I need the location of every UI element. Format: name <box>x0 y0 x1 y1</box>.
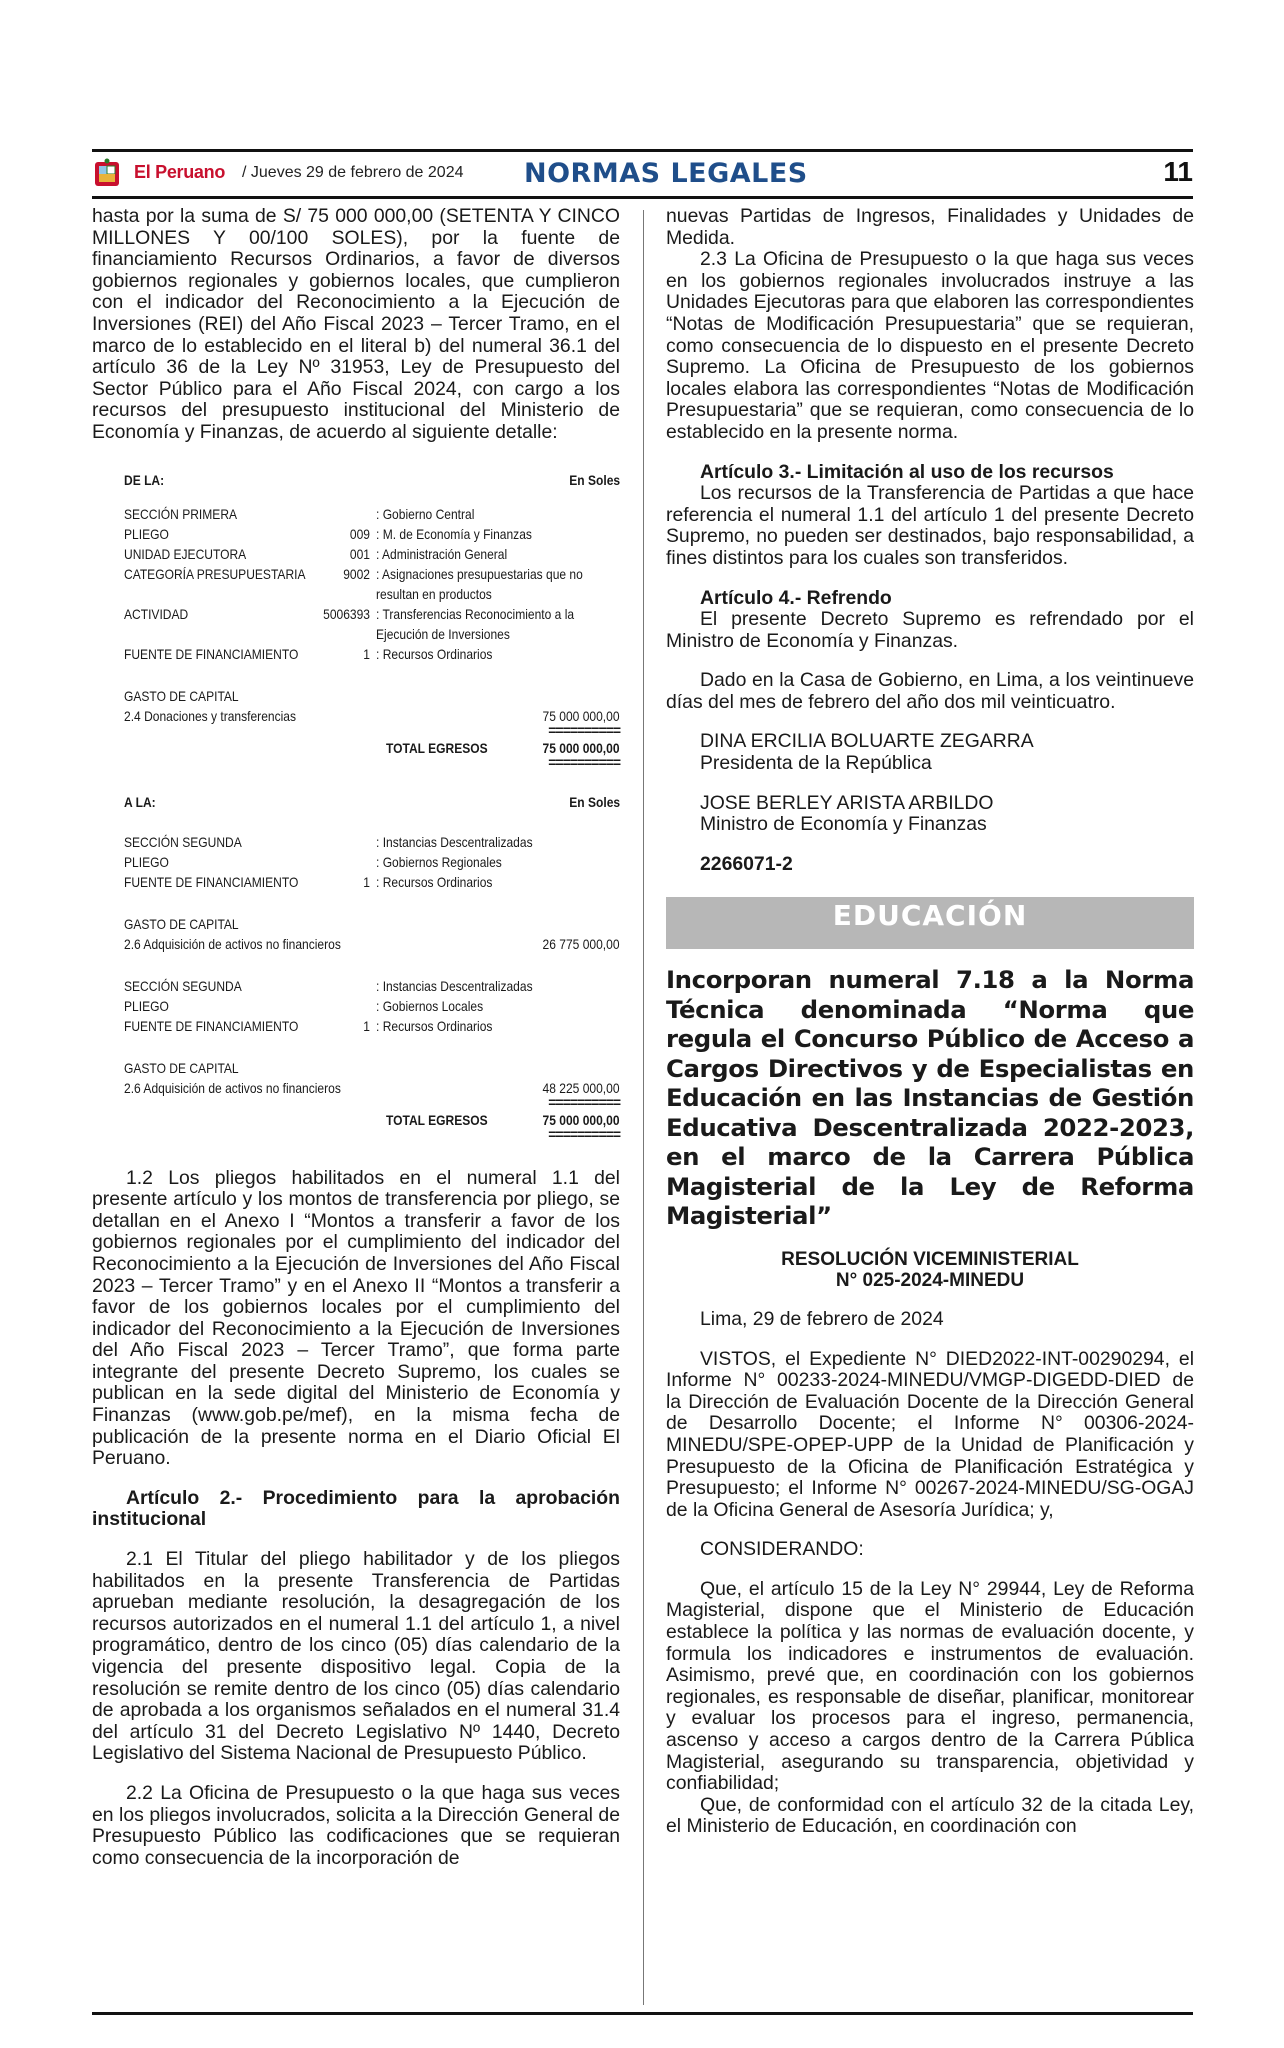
footer-rule <box>92 2012 1193 2015</box>
resolution-number: N° 025-2024-MINEDU <box>835 1269 1025 1291</box>
table-row: SECCIÓN SEGUNDA : Instancias Descentralizadas <box>124 977 533 994</box>
left-column <box>92 206 620 1869</box>
place-date: Lima, 29 de febrero de 2024 <box>700 1307 944 1330</box>
separator: ========== <box>548 753 620 770</box>
table-title: A LA: <box>124 793 156 810</box>
paragraph: Que, el artículo 15 de la Ley N° 29944, Ley de Reforma Magisterial, dispone que el Ministerio de Educación establece la política y las normas de evaluación docente, y formula los indicadores e instrumentos de evaluación. Asimismo, prevé que, en coordinación con los gobiernos regionales, es responsable de diseñar, planificar, monitorear y evaluar los procesos para el ingreso, permanencia, ascenso y acceso a cargos dentro de la Carrera Pública Magisterial, asegurando su transparencia, objetividad y confiabilidad; <box>666 1577 1194 1795</box>
paragraph: 2.3 La Oficina de Presupuesto o la que haga sus veces en los gobiernos regionales involucrados instruye a las Unidades Ejecutoras para que elaboren las correspondientes “Notas de Modificación Presupuestaria” que se requieran, como consecuencia de lo dispuesto en el presente Decreto Supremo. La Oficina de Presupuesto de los gobiernos locales elabora las correspondientes “Notas de Modificación Presupuestaria” que se requieran, como consecuencia de lo establecido en la presente norma. <box>666 248 1194 443</box>
section-title: NORMAS LEGALES <box>524 158 808 189</box>
headline: Incorporan numeral 7.18 a la Norma Técnica denominada “Norma que regula el Concurso Público de Acceso a Cargos Directivos y de Especialistas en Educación en las Instancias de Gestión Educativa Descentralizada 2022-2023, en el marco de la Carrera Pública Magisterial de la Ley de Reforma Magisterial” <box>666 965 1194 1231</box>
paragraph: 2.1 El Titular del pliego habilitador y de los pliegos habilitados en la presente Transferencia de Partidas aprueban mediante resolución, la desagregación de los recursos autorizados en el numeral 1.1 del artículo 1, a nivel programático, dentro de los cinco (05) días calendario de la vigencia del presente dispositivo legal. Copia de la resolución se remite dentro de los cinco (05) días calendario de aprobada a los organismos señalados en el numeral 31.4 del artículo 31 del Decreto Legislativo Nº 1440, Decreto Legislativo del Sistema Nacional de Presupuesto Público. <box>92 1548 620 1765</box>
paragraph: El presente Decreto Supremo es refrendado por el Ministro de Economía y Finanzas. <box>666 608 1194 652</box>
table-row: PLIEGO 009 : M. de Economía y Finanzas <box>124 525 532 542</box>
column-divider <box>643 210 644 2005</box>
table-row: FUENTE DE FINANCIAMIENTO 1 : Recursos Ordinarios <box>124 873 493 890</box>
paragraph: nuevas Partidas de Ingresos, Finalidades y Unidades de Medida. <box>666 205 1194 249</box>
table-currency: En Soles <box>569 471 620 488</box>
total-label: TOTAL EGRESOS <box>386 1111 488 1128</box>
header-top-rule <box>92 149 1193 152</box>
transfer-table-de <box>124 470 620 770</box>
document-code: 2266071-2 <box>700 852 793 875</box>
table-row: FUENTE DE FINANCIAMIENTO 1 : Recursos Ordinarios <box>124 645 493 662</box>
article-heading: Artículo 4.- Refrendo <box>700 586 892 609</box>
considerando-heading: CONSIDERANDO: <box>700 1538 864 1561</box>
total-amount: 75 000 000,00 <box>543 1111 620 1128</box>
gasto-label: GASTO DE CAPITAL <box>124 687 239 704</box>
total-amount: 75 000 000,00 <box>543 739 620 756</box>
table-row: SECCIÓN PRIMERA : Gobierno Central <box>124 505 475 522</box>
signatory-role: Ministro de Economía y Finanzas <box>700 813 987 836</box>
total-label: TOTAL EGRESOS <box>386 739 488 756</box>
right-column <box>666 206 1194 1838</box>
table-row: CATEGORÍA PRESUPUESTARIA 9002 : Asignaciones presupuestarias que no resultan en productos <box>124 565 583 602</box>
gasto-label: GASTO DE CAPITAL <box>124 1059 239 1076</box>
page-header <box>92 156 1193 192</box>
article-heading: Artículo 2.- Procedimiento para la aprobación institucional <box>92 1486 620 1531</box>
article-heading: Artículo 3.- Limitación al uso de los recursos <box>700 460 1114 483</box>
signatory-name: DINA ERCILIA BOLUARTE ZEGARRA <box>700 730 1034 753</box>
signatory-name: JOSE BERLEY ARISTA ARBILDO <box>700 791 994 814</box>
publication-date: / Jueves 29 de febrero de 2024 <box>242 164 464 181</box>
header-bottom-rule <box>92 196 1193 199</box>
paragraph: Dado en la Casa de Gobierno, en Lima, a los veintinueve días del mes de febrero del año dos mil veinticuatro. <box>666 669 1194 713</box>
gasto-label: GASTO DE CAPITAL <box>124 915 239 932</box>
brand-name: El Peruano <box>134 162 226 182</box>
section-banner <box>666 897 1194 949</box>
resolution-title: RESOLUCIÓN VICEMINISTERIAL <box>781 1248 1079 1270</box>
separator: ========== <box>548 1093 620 1110</box>
table-row: 2.6 Adquisición de activos no financieros 26 775 000,00 <box>124 935 620 952</box>
table-row: 2.6 Adquisición de activos no financieros 48 225 000,00 <box>124 1079 620 1096</box>
page-number: 11 <box>1163 156 1193 187</box>
separator: ========== <box>548 721 620 738</box>
table-currency: En Soles <box>569 793 620 810</box>
table-row: UNIDAD EJECUTORA 001 : Administración General <box>124 545 508 562</box>
paragraph: hasta por la suma de S/ 75 000 000,00 (SETENTA Y CINCO MILLONES Y 00/100 SOLES), por la fuente de financiamiento Recursos Ordinarios, a favor de diversos gobiernos regionales y gobiernos locales, que cumplieron con el indicador del Reconocimiento a la Ejecución de Inversiones (REI) del Año Fiscal 2023 – Tercer Tramo, en el marco de lo establecido en el literal b) del numeral 36.1 del artículo 36 de la Ley Nº 31953, Ley de Presupuesto del Sector Público para el Año Fiscal 2024, con cargo a los recursos del presupuesto institucional del Ministerio de Economía y Finanzas, de acuerdo al siguiente detalle: <box>92 205 620 443</box>
table-row: PLIEGO : Gobiernos Locales <box>124 997 484 1014</box>
table-row: 2.4 Donaciones y transferencias 75 000 000,00 <box>124 707 620 724</box>
transfer-table-a <box>124 792 620 1142</box>
paragraph: VISTOS, el Expediente N° DIED2022-INT-00290294, el Informe N° 00233-2024-MINEDU/VMGP-DIGEDD-DIED de la Dirección de Evaluación Docente de la Dirección General de Desarrollo Docente; el Informe N° 00306-2024-MINEDU/SPE-OPEP-UPP de la Unidad de Planificación y Presupuesto de la Oficina de Planificación Estratégica y Presupuesto; el Informe N° 00267-2024-MINEDU/SG-OGAJ de la Oficina General de Asesoría Jurídica; y, <box>666 1347 1194 1521</box>
table-row: PLIEGO : Gobiernos Regionales <box>124 853 502 870</box>
paragraph: Que, de conformidad con el artículo 32 de la citada Ley, el Ministerio de Educación, en coordinación con <box>666 1793 1194 1838</box>
table-row: SECCIÓN SEGUNDA : Instancias Descentralizadas <box>124 833 533 850</box>
table-row: ACTIVIDAD 5006393 : Transferencias Reconocimiento a la Ejecución de Inversiones <box>124 605 575 642</box>
separator: ========== <box>548 1125 620 1142</box>
table-title: DE LA: <box>124 471 165 488</box>
section-banner-label: EDUCACIÓN <box>832 899 1028 933</box>
signatory-role: Presidenta de la República <box>700 752 932 775</box>
table-row: FUENTE DE FINANCIAMIENTO 1 : Recursos Ordinarios <box>124 1017 493 1034</box>
paragraph: Los recursos de la Transferencia de Partidas a que hace referencia el numeral 1.1 del artículo 1 del presente Decreto Supremo, no pueden ser destinados, bajo responsabilidad, a fines distintos para los cuales son transferidos. <box>666 482 1194 569</box>
paragraph: 2.2 La Oficina de Presupuesto o la que haga sus veces en los pliegos involucrados, solicita a la Dirección General de Presupuesto Público las codificaciones que se requieran como consecuencia de la incorporación de <box>92 1781 620 1869</box>
peru-coat-of-arms-icon <box>92 158 122 188</box>
paragraph: 1.2 Los pliegos habilitados en el numeral 1.1 del presente artículo y los montos de transferencia por pliego, se detallan en el Anexo I “Montos a transferir a favor de los gobiernos regionales por el cumplimiento del indicador del Reconocimiento a la Ejecución de Inversiones del Año Fiscal 2023 – Tercer Tramo” y en el Anexo II “Montos a transferir a favor de los gobiernos locales por el cumplimiento del indicador del Reconocimiento a la Ejecución de Inversiones del Año Fiscal 2023 – Tercer Tramo”, que forma parte integrante del presente Decreto Supremo, los cuales se publican en la sede digital del Ministerio de Economía y Finanzas (www.gob.pe/mef), en la misma fecha de publicación de la presente norma en el Diario Oficial El Peruano. <box>92 1166 620 1470</box>
